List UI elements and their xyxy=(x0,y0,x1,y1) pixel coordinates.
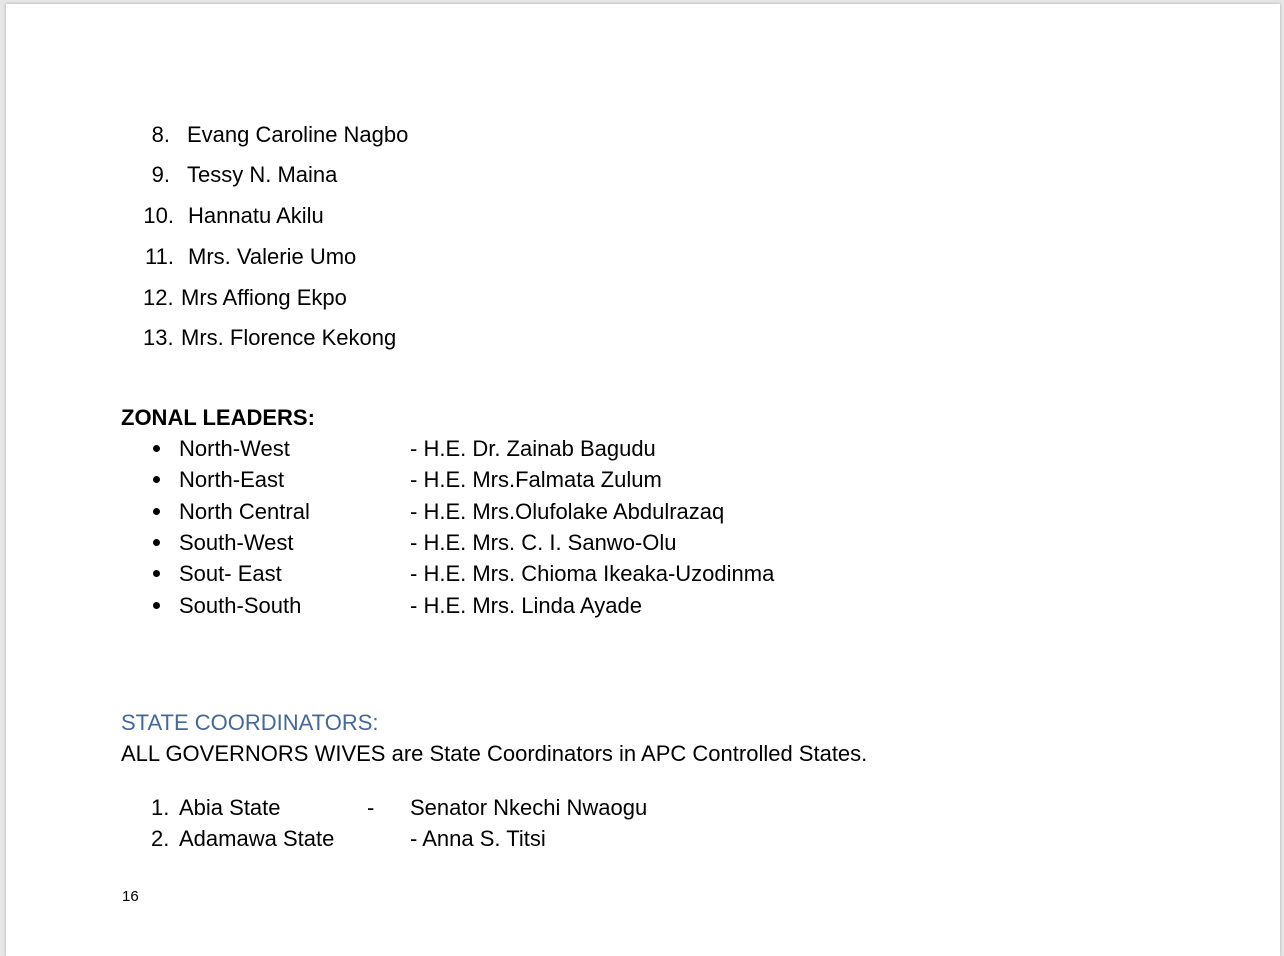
zone-leader: - H.E. Mrs. Linda Ayade xyxy=(410,593,642,618)
list-item-number: 11. xyxy=(145,244,174,269)
zone-name: Sout- East xyxy=(179,561,282,586)
list-item-name: Mrs Affiong Ekpo xyxy=(181,285,347,310)
list-item-name: Evang Caroline Nagbo xyxy=(187,122,409,147)
zone-leader: - H.E. Mrs.Olufolake Abdulrazaq xyxy=(410,499,725,524)
list-item-name: Mrs. Florence Kekong xyxy=(181,325,397,350)
state-coordinator: - Anna S. Titsi xyxy=(410,826,546,851)
zonal-leaders-heading: ZONAL LEADERS: xyxy=(121,405,315,430)
list-item-name: Hannatu Akilu xyxy=(188,203,324,228)
list-item-number: 2. xyxy=(151,826,170,851)
zone-leader: - H.E. Mrs. Chioma Ikeaka-Uzodinma xyxy=(410,561,775,586)
list-item-number: 13. xyxy=(143,325,174,350)
list-item-number: 1. xyxy=(151,795,170,820)
zone-name: North Central xyxy=(179,499,310,524)
state-name: Adamawa State xyxy=(179,826,335,851)
bullet-icon xyxy=(153,602,160,609)
zone-leader: - H.E. Dr. Zainab Bagudu xyxy=(410,436,656,461)
bullet-icon xyxy=(153,539,160,546)
state-coordinators-description: ALL GOVERNORS WIVES are State Coordinators in APC Controlled States. xyxy=(121,741,868,766)
zone-name: North-East xyxy=(179,467,285,492)
state-name: Abia State xyxy=(179,795,281,820)
bullet-icon xyxy=(153,476,160,483)
zone-leader: - H.E. Mrs.Falmata Zulum xyxy=(410,467,662,492)
bullet-icon xyxy=(153,508,160,515)
state-coordinators-heading: STATE COORDINATORS: xyxy=(121,710,379,735)
bullet-icon xyxy=(153,570,160,577)
page-number: 16 xyxy=(122,888,139,905)
zone-name: South-West xyxy=(179,530,294,555)
zone-leader: - H.E. Mrs. C. I. Sanwo-Olu xyxy=(410,530,677,555)
zone-name: North-West xyxy=(179,436,290,461)
list-item-number: 8. xyxy=(151,122,170,147)
list-item-name: Tessy N. Maina xyxy=(187,162,338,187)
bullet-icon xyxy=(153,445,160,452)
list-item-number: 12. xyxy=(143,285,174,310)
separator-dash: - xyxy=(367,795,375,820)
document-page xyxy=(6,4,1280,956)
list-item-number: 10. xyxy=(143,203,174,228)
zone-name: South-South xyxy=(179,593,302,618)
list-item-name: Mrs. Valerie Umo xyxy=(188,244,357,269)
state-coordinator: Senator Nkechi Nwaogu xyxy=(410,795,648,820)
list-item-number: 9. xyxy=(151,162,170,187)
